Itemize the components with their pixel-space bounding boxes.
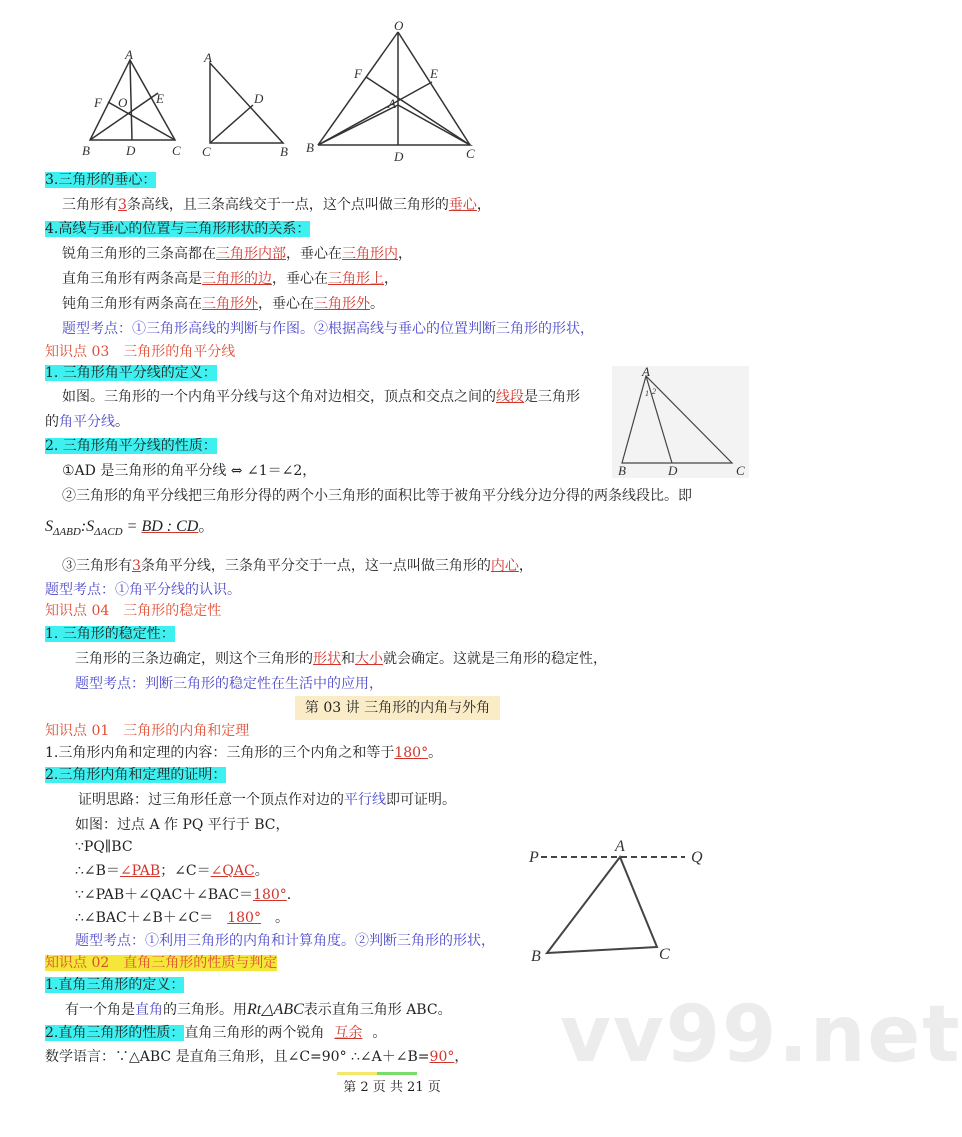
text: 数学语言：∵△ABC 是直角三角形，且∠C=90° ∴∠A＋∠B= xyxy=(45,1049,430,1065)
blank-answer: 三角形内 xyxy=(342,246,398,262)
orthocenter-definition xyxy=(62,195,491,215)
label-b: B xyxy=(618,463,626,478)
text: 。 xyxy=(198,518,215,535)
label-d: D xyxy=(394,149,404,164)
text: 钝角三角形有两条高在 xyxy=(62,296,202,312)
text: 有一个角是 xyxy=(65,1002,135,1018)
exam-tip: 题型考点：①利用三角形的内角和计算角度。②判断三角形的形状， xyxy=(75,933,495,949)
text: :S xyxy=(80,518,95,535)
section-title: 2.三角形内角和定理的证明： xyxy=(45,767,227,783)
text: . xyxy=(286,887,292,903)
property-1: ①AD 是三角形的角平分线 ⇔ ∠1＝∠2， xyxy=(62,463,317,479)
section-title: 1. 三角形角平分线的定义： xyxy=(45,365,217,381)
label-a: A xyxy=(388,96,396,111)
label-d: D xyxy=(126,143,136,158)
keyword: 直角 xyxy=(135,1002,163,1018)
section-title-orthocenter: 3.三角形的垂心： xyxy=(45,172,157,188)
footer-bar xyxy=(377,1072,417,1075)
label-c: C xyxy=(736,463,745,478)
proof-idea xyxy=(78,790,456,810)
label-a: A xyxy=(615,838,625,855)
text: 。 xyxy=(274,910,289,926)
text: ， xyxy=(384,271,398,287)
text: 三角形有 xyxy=(62,197,118,213)
text: 。 xyxy=(428,745,443,761)
label-a: A xyxy=(642,364,650,379)
text: 条高线，且三条高线交于一点，这个点叫做三角形的 xyxy=(126,197,449,213)
blank-answer: 180° xyxy=(394,745,429,761)
text: 直角三角形有两条高是 xyxy=(62,271,202,287)
text: 就会确定。这就是三角形的稳定性， xyxy=(383,651,607,667)
text: 1.三角形内角和定理的内容：三角形的三个内角之和等于 xyxy=(45,745,395,761)
property-2: ②三角形的角平分线把三角形分得的两个小三角形的面积比等于被角平分线分边分得的两条线段比。即 xyxy=(62,488,692,504)
label-f: F xyxy=(354,66,362,81)
exam-tip: 题型考点：①三角形高线的判断与作图。②根据高线与垂心的位置判断三角形的形状， xyxy=(62,321,594,337)
blank-answer: 三角形外 xyxy=(202,296,258,312)
footer-bar xyxy=(337,1072,377,1075)
blank-answer: 180° xyxy=(227,910,261,926)
right-triangle-property xyxy=(45,1023,386,1043)
text: 条角平分线，三条角平分交于一点，这一点叫做三角形的 xyxy=(140,558,491,574)
label-p: P xyxy=(529,849,539,866)
section-title-altitude-relation: 4.高线与垂心的位置与三角形形状的关系： xyxy=(45,221,311,237)
label-angle-1: 1 xyxy=(645,389,649,398)
text: 的 xyxy=(45,414,59,430)
text: 直角三角形的两个锐角 xyxy=(184,1025,325,1041)
label-o: O xyxy=(394,18,404,33)
proof-line xyxy=(75,908,289,928)
lecture-banner: 第 03 讲 三角形的内角与外角 xyxy=(295,696,500,720)
math-language xyxy=(45,1047,468,1067)
label-q: Q xyxy=(691,849,703,866)
watermark: vv99.net xyxy=(560,990,962,1080)
text: 。 xyxy=(115,414,129,430)
proof-line xyxy=(75,885,291,905)
text: ；∠C＝ xyxy=(160,863,211,879)
right-triangle-definition xyxy=(65,1000,452,1020)
text: 即可证明。 xyxy=(386,792,456,808)
blank-answer: 3 xyxy=(132,558,141,574)
stability-text xyxy=(75,649,607,669)
label-b: B xyxy=(306,140,314,155)
label-b: B xyxy=(531,948,541,965)
blank-answer: 180° xyxy=(253,887,287,903)
label-b: B xyxy=(82,143,90,158)
label-f: F xyxy=(94,95,102,110)
figure-acute-orthocenter xyxy=(80,45,190,160)
blank-answer: 形状 xyxy=(313,651,341,667)
text: ΔABD xyxy=(53,526,81,539)
label-o: O xyxy=(118,95,128,110)
knowledge-heading-01: 知识点 01 三角形的内角和定理 xyxy=(45,723,250,739)
keyword: 平行线 xyxy=(344,792,386,808)
proof-line: ∵PQ∥BC xyxy=(75,839,133,855)
text: ， xyxy=(518,558,533,574)
proof-line: 如图：过点 A 作 PQ 平行于 BC， xyxy=(75,817,290,833)
label-d: D xyxy=(668,463,678,478)
text: 的三角形。用 xyxy=(163,1002,247,1018)
text: 锐角三角形的三条高都在 xyxy=(62,246,216,262)
text: 表示直角三角形 ABC。 xyxy=(303,1002,452,1018)
text: 证明思路：过三角形任意一个顶点作对边的 xyxy=(78,792,344,808)
angle-sum-content xyxy=(45,743,442,763)
blank-answer: 内心 xyxy=(490,558,519,574)
page-number: 第 2 页 共 21 页 xyxy=(343,1080,441,1095)
acute-line xyxy=(62,244,412,264)
text: 。 xyxy=(254,863,269,879)
knowledge-heading-02: 知识点 02 直角三角形的性质与判定 xyxy=(45,955,278,971)
text: S xyxy=(45,518,53,535)
text: 是三角形 xyxy=(524,389,580,405)
text: ③三角形有 xyxy=(62,558,132,574)
text: ∴∠B＝ xyxy=(75,863,120,879)
text: = xyxy=(122,518,142,535)
text: ， xyxy=(454,1049,469,1065)
label-d: D xyxy=(254,91,264,106)
text: 。 xyxy=(372,1025,387,1041)
exam-tip: 题型考点：①角平分线的认识。 xyxy=(45,582,241,598)
bisector-definition xyxy=(62,387,580,407)
label-e: E xyxy=(156,91,164,106)
figure-right-orthocenter xyxy=(198,48,298,160)
label-c: C xyxy=(659,946,670,963)
label-a: A xyxy=(125,47,133,62)
blank-answer: ∠QAC xyxy=(210,863,255,879)
text: 和 xyxy=(341,651,355,667)
section-title: 1. 三角形的稳定性： xyxy=(45,626,175,642)
label-a: A xyxy=(204,50,212,65)
text: ，垂心在 xyxy=(286,246,342,262)
blank-answer: 互余 xyxy=(334,1025,363,1041)
text: 。 xyxy=(370,296,384,312)
text: ，垂心在 xyxy=(272,271,328,287)
property-3 xyxy=(62,556,533,576)
page-footer xyxy=(337,1076,447,1095)
proof-line xyxy=(75,861,269,881)
section-title: 2. 三角形角平分线的性质： xyxy=(45,438,217,454)
figure-angle-bisector xyxy=(612,366,749,478)
text: ，垂心在 xyxy=(258,296,314,312)
blank-answer: 垂心 xyxy=(448,197,477,213)
blank-answer: BD : CD xyxy=(141,518,199,535)
blank-answer: ∠PAB xyxy=(119,863,161,879)
right-line xyxy=(62,269,398,289)
knowledge-heading-03: 知识点 03 三角形的角平分线 xyxy=(45,344,236,360)
figure-parallel-line-proof xyxy=(525,835,715,965)
math-notation: Rt△ABC xyxy=(247,1001,304,1018)
blank-answer: 三角形内部 xyxy=(216,246,286,262)
exam-tip: 题型考点：判断三角形的稳定性在生活中的应用， xyxy=(75,676,383,692)
text: ， xyxy=(476,197,491,213)
text: ∴∠BAC＋∠B＋∠C＝ xyxy=(75,910,214,926)
label-c: C xyxy=(202,144,211,159)
blank-answer: 三角形外 xyxy=(314,296,370,312)
section-title: 1.直角三角形的定义： xyxy=(45,977,185,993)
blank-answer: 90° xyxy=(429,1049,455,1065)
blank-answer: 三角形的边 xyxy=(202,271,272,287)
area-ratio-formula xyxy=(45,517,214,542)
label-e: E xyxy=(430,66,438,81)
blank-answer: 大小 xyxy=(355,651,383,667)
label-angle-2: 2 xyxy=(652,387,656,396)
bisector-definition-cont xyxy=(45,412,129,432)
figure-obtuse-orthocenter xyxy=(300,20,485,165)
text: 三角形的三条边确定，则这个三角形的 xyxy=(75,651,313,667)
keyword: 角平分线 xyxy=(59,414,115,430)
label-b: B xyxy=(280,144,288,159)
label-c: C xyxy=(466,146,475,161)
blank-answer: 三角形上 xyxy=(328,271,384,287)
text: ∵∠PAB＋∠QAC＋∠BAC＝ xyxy=(75,887,254,903)
label-c: C xyxy=(172,143,181,158)
text: ， xyxy=(398,246,412,262)
text: ΔACD xyxy=(94,526,123,539)
blank-answer: 线段 xyxy=(496,389,524,405)
obtuse-line xyxy=(62,294,384,314)
text: 如图。三角形的一个内角平分线与这个角对边相交，顶点和交点之间的 xyxy=(62,389,496,405)
blank-answer: 3 xyxy=(118,197,127,213)
section-title: 2.直角三角形的性质： xyxy=(45,1025,185,1041)
knowledge-heading-04: 知识点 04 三角形的稳定性 xyxy=(45,603,222,619)
